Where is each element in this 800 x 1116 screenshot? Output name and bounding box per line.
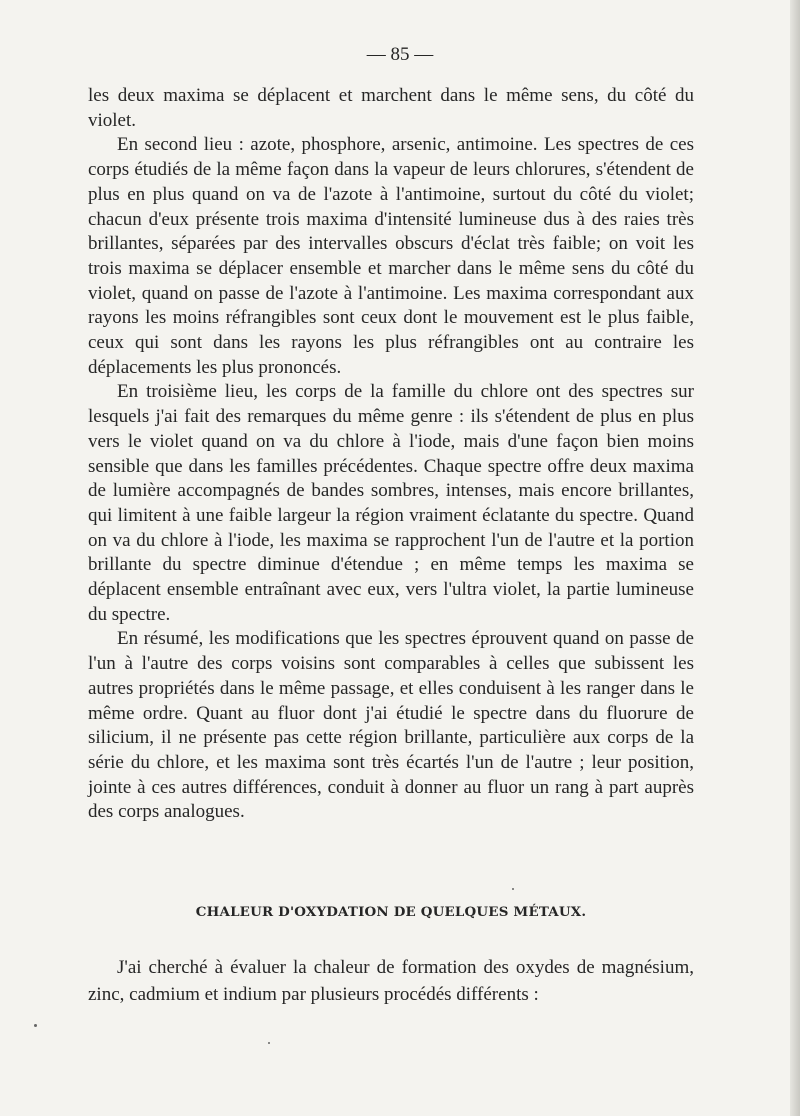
page-edge-shadow — [790, 0, 800, 1116]
body-text — [88, 84, 694, 825]
section-heading: CHALEUR D'OXYDATION DE QUELQUES MÉTAUX. — [195, 904, 587, 920]
paragraph-third-group: En troisième lieu, les corps de la famille du chlore ont des spectres sur lesquels j'ai fait des remarques du même genre : ils s'étendent de plus en plus vers le violet quand on va du chlore à l'iode, mais d'une façon bien moins sensible que dans les familles précédentes. Chaque spectre offre deux maxima de lumière accompagnés de bandes sombres, intenses, mais encore brillantes, qui limitent à une faible largeur la région vraiment éclatante du spectre. Quand on va du chlore à l'iode, les maxima se rapprochent l'un de l'autre et la portion brillante du spectre diminue d'étendue ; en même temps les maxima se déplacent ensemble entraînant avec eux, vers l'ultra violet, la partie lumineuse du spectre. — [88, 381, 694, 625]
paragraph-continuation: les deux maxima se déplacent et marchent dans le même sens, du côté du violet. — [88, 85, 694, 131]
scan-speck — [268, 1042, 270, 1044]
paragraph-oxidation-intro: J'ai cherché à évaluer la chaleur de formation des oxydes de magnésium, zinc, cadmium et indium par plusieurs procédés différents : — [88, 957, 694, 1005]
scan-speck — [34, 1024, 37, 1027]
paragraph-summary: En résumé, les modifications que les spectres éprouvent quand on passe de l'un à l'autre des corps voisins sont comparables à celles que subissent les autres propriétés dans le même passage, et elles conduisent à les ranger dans le même ordre. Quant au fluor dont j'ai étudié le spectre dans du fluorure de silicium, il ne présente pas cette région brillante, particulière aux corps de la série du chlore, et les maxima sont très écartés l'un de l'autre ; leur position, jointe à ces autres différences, conduit à donner au fluor un rang à part auprès des corps analogues. — [88, 628, 694, 823]
scan-speck — [512, 888, 514, 890]
page-number: — 85 — — [366, 44, 434, 65]
paragraph-second-group: En second lieu : azote, phosphore, arsenic, antimoine. Les spectres de ces corps étudiés de la même façon dans la vapeur de leurs chlorures, s'étendent de plus en plus quand on va de l'azote à l'antimoine, surtout du côté du violet; chacun d'eux présente trois maxima d'intensité lumineuse dus à des raies très brillantes, séparées par des intervalles obscurs d'éclat très faible; on voit les trois maxima se déplacer ensemble et marcher dans le même sens du côté du violet, quand on passe de l'azote à l'antimoine. Les maxima correspondant aux rayons les moins réfrangibles sont ceux dont le mouvement est le plus faible, ceux qui sont dans les rayons les plus réfrangibles ont au contraire les déplacements les plus prononcés. — [88, 134, 694, 378]
body-text-section — [88, 954, 694, 1008]
